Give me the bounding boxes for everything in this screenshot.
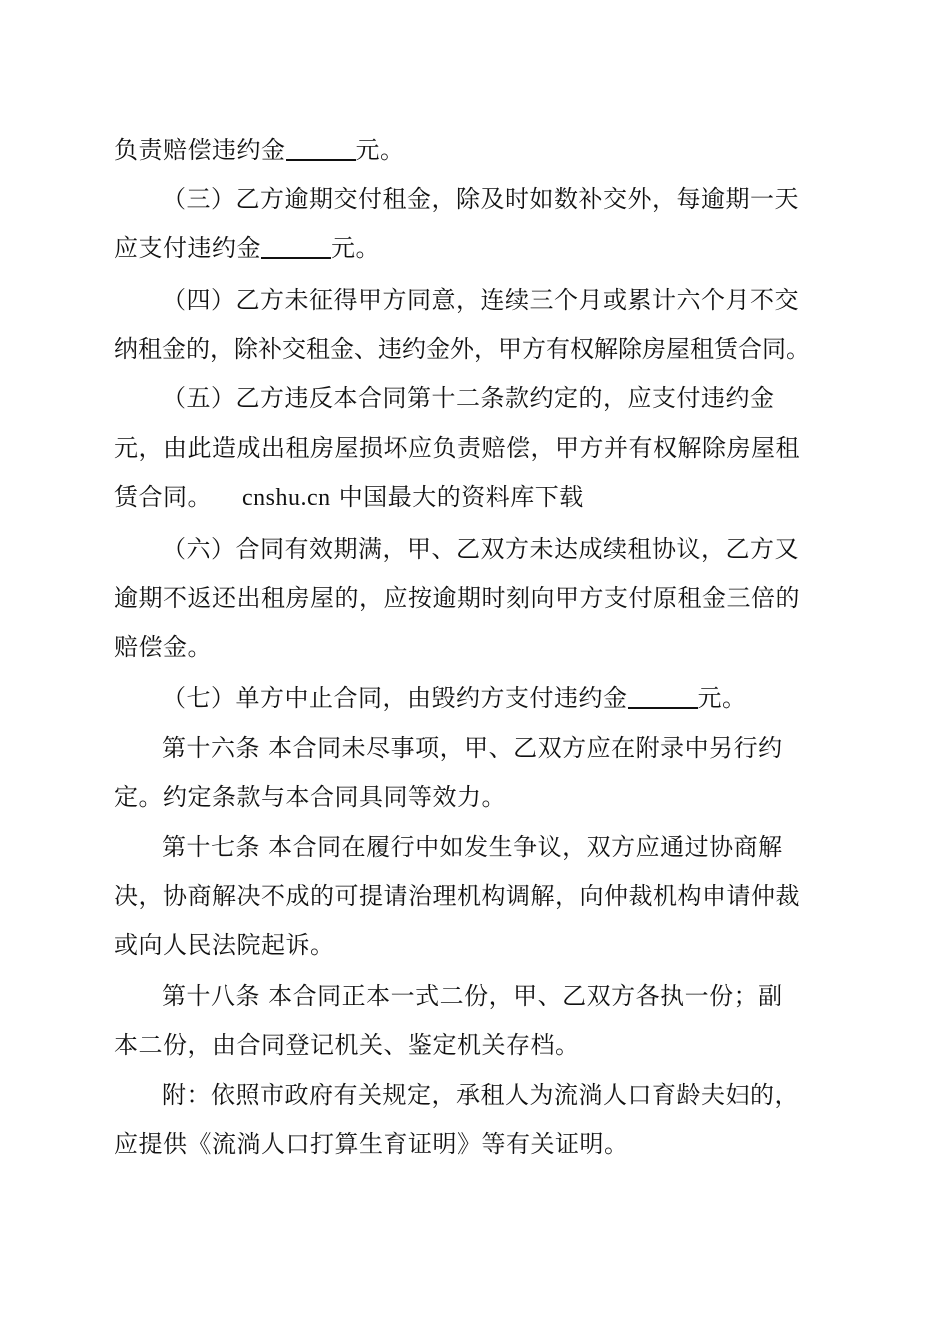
line-text: （七）单方中止合同，由毁约方支付违约金 xyxy=(162,684,628,712)
line-text: 应支付违约金 xyxy=(114,234,261,262)
line-text: 元。 xyxy=(697,684,747,712)
text-line xyxy=(114,1119,844,1169)
line-text: 第十七条 本合同在履行中如发生争议，双方应通过协商解 xyxy=(162,833,783,861)
text-line xyxy=(114,573,844,623)
fill-in-blank xyxy=(286,129,356,161)
line-text: 负责赔偿违约金 xyxy=(114,136,286,164)
watermark-domain: cnshu.cn xyxy=(242,485,331,511)
text-line xyxy=(114,622,844,672)
text-line xyxy=(114,1020,844,1070)
line-text: 元，由此造成出租房屋损坏应负责赔偿，甲方并有权解除房屋租 xyxy=(114,434,800,462)
line-text: 决，协商解决不成的可提请治理机构调解，向仲裁机构申请仲裁 xyxy=(114,882,800,910)
line-text: （四）乙方未征得甲方同意，连续三个月或累计六个月不交 xyxy=(162,286,799,314)
fill-in-blank xyxy=(628,677,698,709)
text-line xyxy=(114,125,844,175)
line-text: 第十六条 本合同未尽事项，甲、乙双方应在附录中另行约 xyxy=(162,734,783,762)
text-line xyxy=(162,524,844,574)
line-text: 附：依照市政府有关规定，承租人为流淌人口育龄夫妇的， xyxy=(162,1081,799,1109)
line-text: 元。 xyxy=(331,234,380,262)
text-line xyxy=(114,772,844,822)
text-line xyxy=(162,1070,844,1120)
line-text: 逾期不返还出租房屋的，应按逾期时刻向甲方支付原租金三倍的 xyxy=(114,584,800,612)
line-text: （三）乙方逾期交付租金，除及时如数补交外，每逾期一天 xyxy=(162,185,799,213)
text-line xyxy=(162,822,844,872)
text-line xyxy=(162,723,844,773)
line-text: 或向人民法院起诉。 xyxy=(114,931,335,959)
line-text: （六）合同有效期满，甲、乙双方未达成续租协议，乙方又 xyxy=(162,535,799,563)
line-text: （五）乙方违反本合同第十二条款约定的，应支付违约金 xyxy=(162,384,775,412)
text-line xyxy=(162,275,844,325)
line-text: 本二份，由合同登记机关、鉴定机关存档。 xyxy=(114,1031,580,1059)
line-text: 纳租金的，除补交租金、违约金外，甲方有权解除房屋租赁合同。 xyxy=(114,335,810,363)
text-line xyxy=(162,673,844,723)
text-line xyxy=(114,423,844,473)
line-text: 应提供《流淌人口打算生育证明》等有关证明。 xyxy=(114,1130,629,1158)
text-line xyxy=(162,373,844,423)
watermark-text: 中国最大的资料库下载 xyxy=(338,483,584,511)
line-text: 第十八条 本合同正本一式二份，甲、乙双方各执一份；副 xyxy=(162,982,783,1010)
line-text: 元。 xyxy=(355,136,405,164)
text-line xyxy=(162,174,844,224)
fill-in-blank xyxy=(261,227,331,259)
line-text: 定。约定条款与本合同具同等效力。 xyxy=(114,783,506,811)
text-line xyxy=(162,971,844,1021)
line-text: 赔偿金。 xyxy=(114,633,212,661)
text-line xyxy=(114,324,844,374)
text-line xyxy=(114,920,844,970)
line-text: 赁合同。 xyxy=(114,483,212,511)
text-line xyxy=(114,223,844,273)
text-line xyxy=(114,871,844,921)
text-line xyxy=(114,472,844,522)
